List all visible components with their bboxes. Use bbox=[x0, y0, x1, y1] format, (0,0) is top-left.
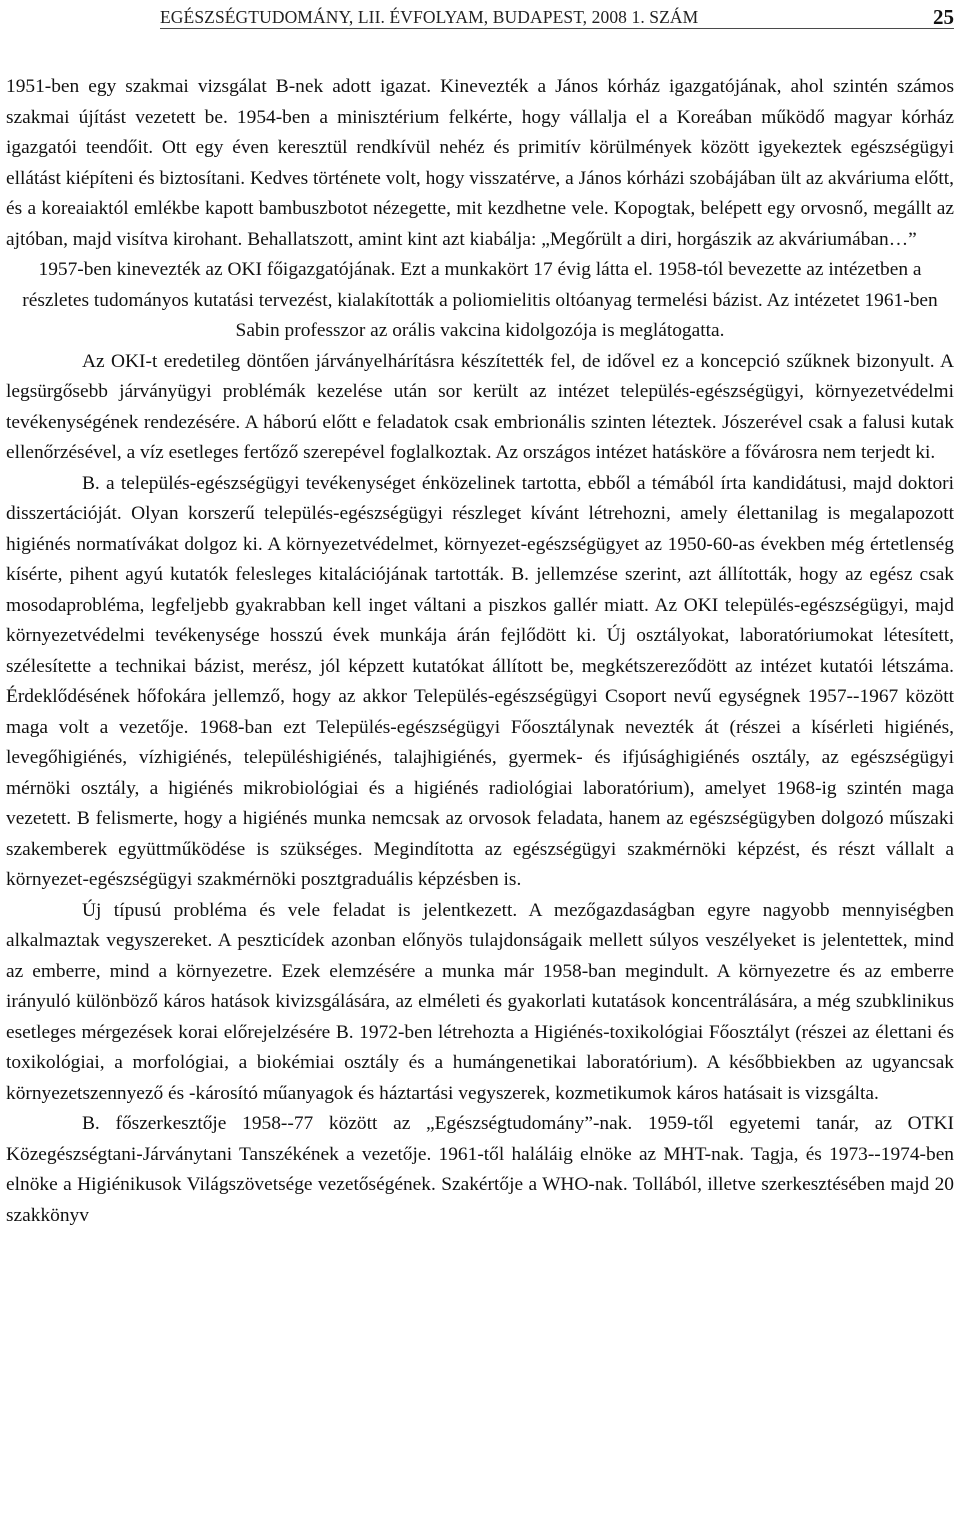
paragraph-oki-director: 1957-ben kinevezték az OKI főigazgatójának. Ezt a munkakört 17 évig látta el. 1958-tól bevezette az intézetben a részletes tudományos kutatási tervezést, kialakították a poliomielitis oltóanyag termelési bázist. Az intézetet 1961-ben Sabin professzor az orális vakcina kidolgozója is meglátogatta. bbox=[22, 259, 938, 341]
page-number: 25 bbox=[933, 5, 954, 29]
paragraph-oki-concept: Az OKI-t eredetileg döntően járványelhárításra készítették fel, de idővel ez a koncepció szűknek bizonyult. A legsürgősebb járványügyi problémák kezelése után sor került az intézet település-egészségügyi, környezetvédelmi tevékenységének rendezésére. A háború előtt e feladatok csak embrionális szinten léteztek. Jószerével csak a falusi kutak ellenőrzésével, a víz esetleges fertőző szerepével foglalkoztak. Az országos intézet hatásköre a fővárosra nem terjedt ki. bbox=[6, 350, 954, 463]
paragraph-editor: B. főszerkesztője 1958--77 között az „Egészségtudomány”-nak. 1959-től egyetemi tanár, az OTKI Közegészségtani-Járványtani Tanszékének a vezetője. 1961-től haláláig elnöke az MHT-nak. Tagja, és 1973--1974-ben elnöke a Higiénikusok Világszövetsége vezetőségének. Szakértője a WHO-nak. Tollából, illetve szerkesztésében majd 20 szakkönyv bbox=[6, 1113, 954, 1226]
running-title: EGÉSZSÉGTUDOMÁNY, LII. ÉVFOLYAM, BUDAPEST, 2008 1. SZÁM bbox=[160, 7, 699, 27]
article-body bbox=[6, 72, 954, 1231]
running-header bbox=[160, 6, 954, 29]
paragraph-pesticides: Új típusú probléma és vele feladat is jelentkezett. A mezőgazdaságban egyre nagyobb mennyiségben alkalmaztak vegyszereket. A peszticídek azonban előnyös tulajdonságaik mellett súlyos veszélyeket is jelentettek, mind az emberre, mind a környezetre. Ezek elemzésére a munka már 1958-ban megindult. A környezetre és az emberre irányuló különböző káros hatások kivizsgálására, az elméleti és gyakorlati kutatások koncentrálására, a még szubklinikus esetleges mérgezések korai előrejelzésére B. 1972-ben létrehozta a Higiénés-toxikológiai Főosztályt (részei az élettani és toxikológiai, a morfológiai, a biokémiai osztály és a humángenetikai laboratórium). A későbbiekben az ugyancsak környezetszennyező és -károsító műanyagok és háztartási vegyszerek, kozmetikumok káros hatásait is vizsgálta. bbox=[6, 899, 954, 1104]
paragraph-korea: 1951-ben egy szakmai vizsgálat B-nek adott igazat. Kinevezték a János kórház igazgatójának, ahol szintén számos szakmai újítást vezetett be. 1954-ben a minisztérium felkérte, hogy vállalja el a Koreában működő magyar kórház igazgatói teendőit. Ott egy éven keresztül rendkívül nehéz és primitív körülmények között igyekeztek egészségügyi ellátást kiépíteni és biztosítani. Kedves története volt, hogy visszatérve, a János kórházi szobájában ült az akváriuma előtt, és a koreaiaktól emlékbe kapott bambuszbotot nézegette, mit kezdhetne vele. Kopogtak, belépett egy orvosnő, megállt az ajtóban, majd visítva kirohant. Behallatszott, amint kint azt kiabálja: „Megőrült a diri, horgászik az akváriumában…” bbox=[6, 76, 954, 250]
paragraph-settlement-hygiene: B. a település-egészségügyi tevékenységet énközelinek tartotta, ebből a témából írta kandidátusi, majd doktori disszertációját. Olyan korszerű település-egészségügyi részleget kívánt létrehozni, amely élettanilag is megalapozott higiénés normatívákat dolgoz ki. A környezetvédelmet, környezet-egészségügyet az 1950-60-as években még értetlenség kísérte, pihent agyú kutatók felesleges kitalációjának tartották. B. jellemzése szerint, azt állították, hogy az egész csak mosodaprobléma, legfeljebb gyakrabban kell inget váltani a piszkos gallér miatt. Az OKI település-egészségügyi, majd környezetvédelmi tevékenysége hosszú évek munkája árán fejlődött ki. Új osztályokat, laboratóriumokat létesített, szélesítette a technikai bázist, merész, jól képzett kutatókat állított be, megkétszereződött az intézet kutatói létszáma. Érdeklődésének hőfokára jellemző, hogy az akkor Település-egészségügyi Csoport nevű egységnek 1957--1967 között maga volt a vezetője. 1968-ban ezt Település-egészségügyi Főosztálynak nevezték át (részei a kísérleti higiénés, levegőhigiénés, vízhigiénés, településhigiénés, talajhigiénés, gyermek- és ifjúsághigiénés osztály, az egészségügyi mérnöki osztály, a higiénés mikrobiológiai és a higiénés radiológiai laboratórium), amelyet 1968-ig szintén maga vezetett. B felismerte, hogy a higiénés munka nemcsak az orvosok feladata, hanem az egészségügyben dolgozó műszaki szakemberek együttműködése is szükséges. Megindította az egészségügyi szakmérnöki képzést, és részt vállalt a környezet-egészségügyi szakmérnöki posztgraduális képzésben is. bbox=[6, 472, 954, 890]
